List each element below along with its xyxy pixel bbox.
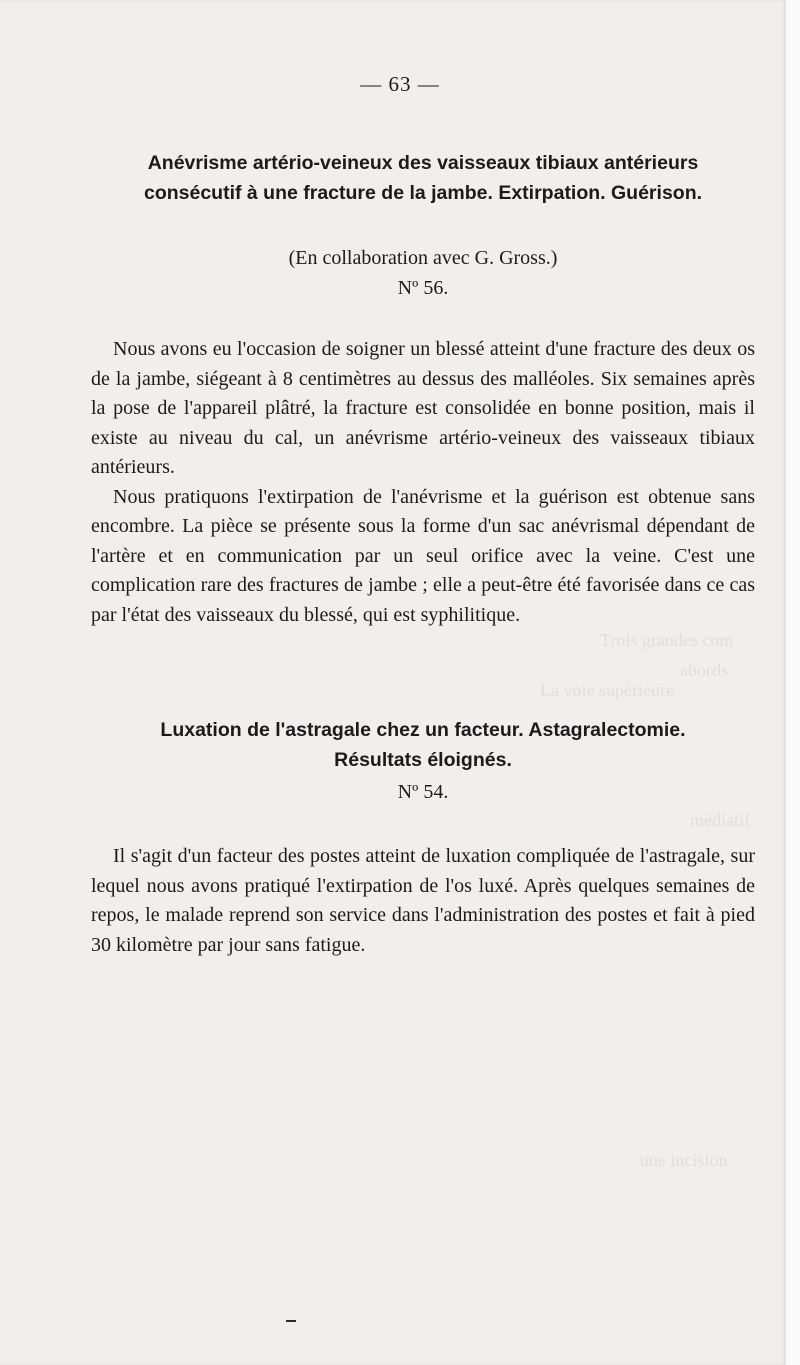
article-1-title-line-2: consécutif à une fracture de la jambe. Extirpation. Guérison.: [143, 182, 703, 204]
article-1-number: Nº 56.: [397, 277, 449, 299]
bleed-through: Trois grandes com: [600, 630, 734, 650]
bleed-through: La voie supérieure: [540, 680, 674, 700]
article-1-collaboration: (En collaboration avec G. Gross.): [288, 247, 558, 269]
article-2-paragraph-1: Il s'agit d'un facteur des postes atteint de luxation compliquée de l'astragale, sur lequel nous avons pratiqué l'extirpation de l'os luxé. Après quelques semaines de repos, le malade reprend son service dans l'administration des postes et fait à pied 30 kilomètre par jour sans fatigue.: [91, 845, 755, 956]
article-2: [91, 715, 755, 807]
article-2-title-line-2: Résultats éloignés.: [334, 749, 512, 771]
article-1-paragraph-1: Nous avons eu l'occasion de soigner un blessé atteint d'une fracture des deux os de la jambe, siégeant à 8 centimètres au dessus des malléoles. Six semaines après la pose de l'appareil plâtré, la fracture est consolidée en bonne position, mais il existe au niveau du cal, un anévrisme artério-veineux des vaisseaux tibiaux antérieurs.: [91, 338, 755, 478]
page-edge: [786, 0, 800, 1365]
article-2-number: Nº 54.: [397, 781, 449, 803]
bleed-through: médiatif: [690, 810, 750, 830]
page-number: — 63 —: [360, 72, 440, 96]
scan-artifact: [286, 1320, 296, 1322]
article-1-meta: [91, 243, 755, 303]
article-2-title-line-1: Luxation de l'astragale chez un facteur. Astagralectomie.: [160, 719, 686, 741]
bleed-through: abords: [680, 660, 728, 680]
article-2-body: [91, 842, 755, 960]
article-1-body: [91, 335, 755, 630]
article-1-title-line-1: Anévrisme artério-veineux des vaisseaux tibiaux antérieurs: [147, 152, 699, 174]
article-1: [91, 148, 755, 208]
bleed-through: une incision: [640, 1150, 728, 1170]
article-1-paragraph-2: Nous pratiquons l'extirpation de l'anévrisme et la guérison est obtenue sans encombre. La pièce se présente sous la forme d'un sac anévrismal dépendant de l'artère et en communication par un seul orifice avec la veine. C'est une complication rare des fractures de jambe ; elle a peut-être été favorisée dans ce cas par l'état des vaisseaux du blessé, qui est syphilitique.: [91, 485, 755, 626]
